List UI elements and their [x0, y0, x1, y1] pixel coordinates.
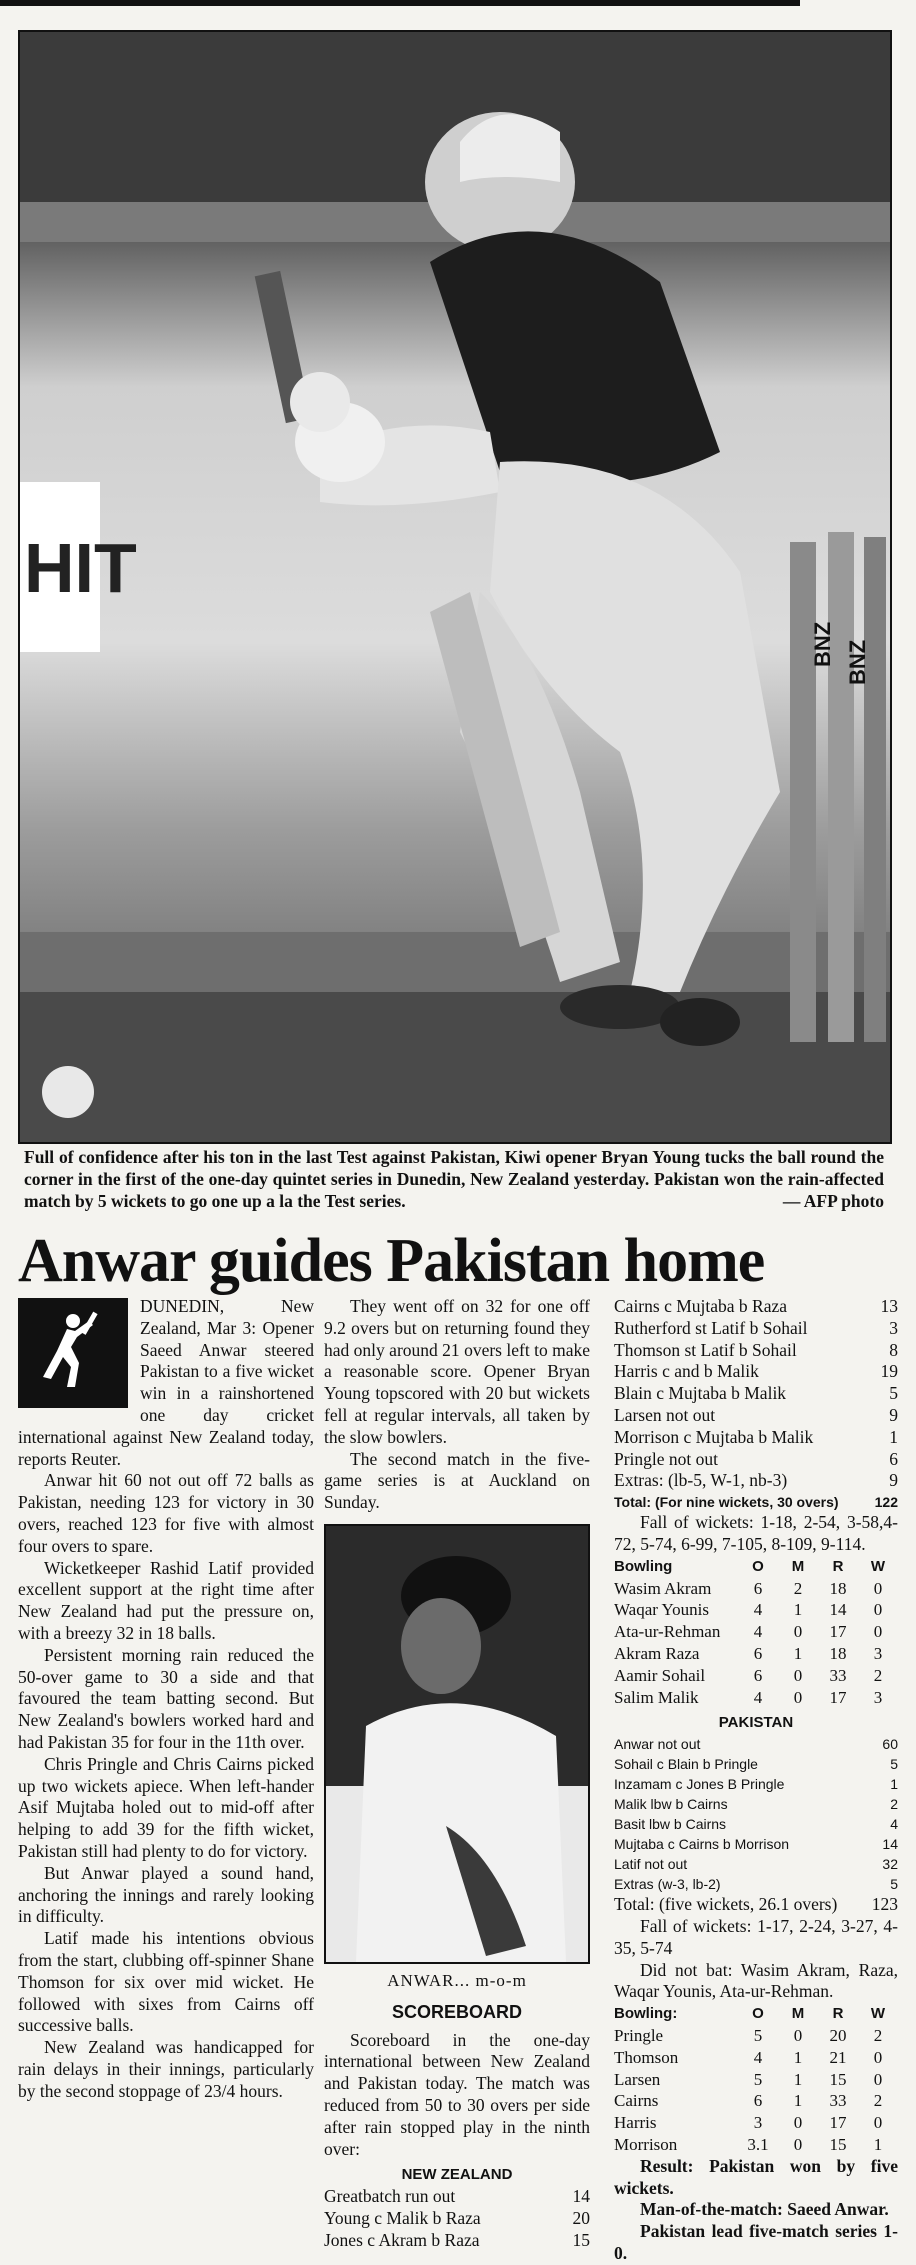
batting-row	[614, 1340, 898, 1362]
bowling-figure: 0	[873, 2069, 883, 2089]
bowling-figure: 15	[829, 2069, 847, 2089]
batter-runs: 1	[890, 1776, 898, 1793]
bowling-figure: 1	[793, 2091, 803, 2111]
bowling-figure: 0	[793, 2134, 803, 2154]
batting-row	[614, 1854, 898, 1874]
batter-runs: 14	[572, 2186, 590, 2207]
pak-total-label: Total: (five wickets, 26.1 overs)	[614, 1894, 838, 1915]
bowling-figure: 6	[753, 1578, 763, 1598]
batter-dismissal: Larsen not out	[614, 1404, 716, 1425]
batting-row	[614, 1754, 898, 1774]
bowling-row	[614, 1643, 898, 1665]
batter-runs: 6	[889, 1448, 898, 1469]
bowling-figure: 0	[793, 1622, 803, 1642]
bowling-figure: 1	[793, 1643, 803, 1663]
bowling-header-cell: Bowling	[614, 1557, 673, 1575]
article-paragraph: Anwar hit 60 not out off 72 balls as Pakistan, needing 123 for victory in 30 overs, reached 123 for five with almost four overs to spare.	[18, 1470, 314, 1556]
bowling-header-cell: W	[870, 2005, 886, 2023]
bowler-name: Thomson	[614, 2047, 679, 2067]
bowling-row	[614, 1599, 898, 1621]
article-column-2	[324, 1296, 590, 2252]
bowling-row	[614, 2025, 898, 2047]
series-status: Pakistan lead five-match series 1-0.	[614, 2221, 898, 2263]
pak-fall-of-wickets: Fall of wickets: 1-17, 2-24, 3-27, 4-35, 5-74	[614, 1915, 898, 1958]
batter-dismissal: Pringle not out	[614, 1448, 719, 1469]
batter-dismissal: Mujtaba c Cairns b Morrison	[614, 1836, 790, 1853]
batter-runs: 14	[882, 1836, 898, 1853]
batting-row	[324, 2186, 590, 2208]
bowling-figure: 0	[793, 2113, 803, 2133]
bowling-figure: 14	[829, 1600, 847, 1620]
cricket-logo-icon	[18, 1298, 128, 1408]
bowling-figure: 2	[873, 1665, 883, 1685]
batter-dismissal: Thomson st Latif b Sohail	[614, 1339, 797, 1360]
bowling-row	[614, 1621, 898, 1643]
bowling-figure: 3	[873, 1687, 883, 1707]
article-paragraph: They went off on 32 for one off 9.2 overs but on returning found they had only around 21 overs left to make a reasonable score. Opener Bryan Young topscored with 20 but wickets fell at regular intervals, all taken by the slow bowlers.	[324, 1296, 590, 1447]
batter-dismissal: Basit lbw b Cairns	[614, 1816, 727, 1833]
bowling-figure: 18	[829, 1643, 847, 1663]
batter-runs: 2	[890, 1796, 898, 1813]
batting-row	[614, 1449, 898, 1471]
bowling-figure: 4	[753, 1687, 763, 1707]
bowler-name: Harris	[614, 2113, 657, 2133]
batter-dismissal: Jones c Akram b Raza	[324, 2229, 480, 2250]
batting-row	[614, 1296, 898, 1318]
bowling-figure: 6	[753, 2091, 763, 2111]
nz-total-row	[614, 1492, 898, 1512]
article-paragraph: But Anwar played a sound hand, anchoring the innings and rarely looking in difficulty.	[18, 1862, 314, 1927]
batter-dismissal: Extras: (lb-5, W-1, nb-3)	[614, 1470, 788, 1491]
batter-runs: 15	[572, 2229, 590, 2250]
article-paragraph: Persistent morning rain reduced the 50-over game to 30 a side and that favoured the team batting second. But New Zealand's bowlers worked hard and had Pakistan 35 for four in the 11th over.	[18, 1644, 314, 1752]
nz-bowling-table	[614, 2003, 898, 2156]
bowler-name: Cairns	[614, 2091, 659, 2111]
batting-row	[614, 1774, 898, 1794]
batting-row	[614, 1794, 898, 1814]
bowling-figure: 0	[873, 1622, 883, 1642]
bowling-header-cell: W	[870, 1557, 886, 1575]
batting-row	[614, 1734, 898, 1754]
bowler-name: Akram Raza	[614, 1643, 700, 1663]
bowler-name: Ata-ur-Rehman	[614, 1622, 721, 1642]
batter-dismissal: Inzamam c Jones B Pringle	[614, 1776, 785, 1793]
bowling-figure: 5	[753, 2025, 763, 2045]
bowling-figure: 18	[829, 1578, 847, 1598]
batter-runs: 8	[889, 1339, 898, 1360]
batting-row	[614, 1383, 898, 1405]
bowling-figure: 17	[829, 1687, 847, 1707]
bowling-row	[614, 2112, 898, 2134]
page-rule	[0, 0, 800, 6]
bowling-figure: 6	[753, 1643, 763, 1663]
photo-illustration	[20, 32, 890, 1142]
batter-dismissal: Blain c Mujtaba b Malik	[614, 1383, 787, 1404]
batter-runs: 5	[889, 1383, 898, 1404]
stump-logo-1: BNZ	[810, 621, 835, 667]
board-text: HIT	[24, 529, 137, 607]
batting-row	[324, 2208, 590, 2230]
bowling-figure: 1	[873, 2134, 883, 2154]
bowler-name: Waqar Younis	[614, 1600, 709, 1620]
article-paragraph: Chris Pringle and Chris Cairns picked up two wickets apiece. When left-hander Asif Mujtaba holed out to mid-off after helping to add 39 for the fifth wicket, Pakistan still had plenty to do for victory.	[18, 1753, 314, 1861]
batter-dismissal: Anwar not out	[614, 1736, 701, 1753]
batter-dismissal: Rutherford st Latif b Sohail	[614, 1317, 808, 1338]
article-paragraph: New Zealand was handicapped for rain delays in their innings, particularly by the second stoppage of 23/4 hours.	[18, 2037, 314, 2101]
bowling-figure: 6	[753, 1665, 763, 1685]
batting-row	[324, 2230, 590, 2252]
article-column-1	[18, 1296, 314, 2102]
bowling-figure: 4	[753, 2047, 763, 2067]
batting-row	[614, 1834, 898, 1854]
bowling-figure: 33	[829, 2091, 847, 2111]
bowling-figure: 0	[873, 2113, 883, 2133]
batter-runs: 5	[890, 1756, 898, 1773]
match-result: Result: Pakistan won by five wickets.	[614, 2155, 898, 2198]
bowling-figure: 1	[793, 2069, 803, 2089]
bowling-figure: 2	[793, 1578, 803, 1598]
batter-dismissal: Malik lbw b Cairns	[614, 1796, 728, 1813]
nz-total: 122	[874, 1494, 898, 1511]
bowling-figure: 17	[829, 1622, 847, 1642]
batter-runs: 60	[882, 1736, 898, 1753]
bowling-figure: 21	[829, 2047, 847, 2067]
batter-dismissal: Extras (w-3, lb-2)	[614, 1876, 721, 1893]
bowling-figure: 0	[793, 1665, 803, 1685]
bowling-row	[614, 1687, 898, 1709]
scoreboard-intro: Scoreboard in the one-day international between New Zealand and Pakistan today. The match was reduced from 50 to 30 overs per side after rain stopped play in the ninth over:	[324, 2029, 590, 2159]
batter-dismissal: Greatbatch run out	[324, 2186, 456, 2207]
bowling-figure: 0	[793, 2025, 803, 2045]
bowling-row	[614, 1665, 898, 1687]
batter-dismissal: Latif not out	[614, 1856, 688, 1873]
bowling-figure: 1	[793, 1600, 803, 1620]
bowling-header-cell: R	[832, 1557, 844, 1575]
inset-caption: ANWAR... m-o-m	[387, 1970, 527, 1990]
nz-total-label: Total: (For nine wickets, 30 overs)	[614, 1494, 839, 1511]
man-of-the-match: Man-of-the-match: Saeed Anwar.	[640, 2199, 889, 2220]
bowler-name: Wasim Akram	[614, 1578, 712, 1598]
batter-runs: 9	[889, 1470, 898, 1491]
batter-dismissal: Sohail c Blain b Pringle	[614, 1756, 758, 1773]
bowler-name: Salim Malik	[614, 1687, 699, 1707]
batting-row	[614, 1470, 898, 1492]
batter-runs: 13	[880, 1296, 898, 1316]
bowling-figure: 33	[829, 1665, 847, 1685]
bowling-figure: 20	[829, 2025, 847, 2045]
bowling-figure: 0	[873, 1578, 883, 1598]
bowling-figure: 5	[753, 2069, 763, 2089]
bowler-name: Larsen	[614, 2069, 661, 2089]
bowling-figure: 4	[753, 1622, 763, 1642]
bowling-figure: 0	[793, 1687, 803, 1707]
nz-batting-list-part-2	[614, 1296, 898, 1492]
bowling-figure: 0	[873, 1600, 883, 1620]
bowling-figure: 3.1	[747, 2134, 769, 2154]
bowling-figure: 1	[793, 2047, 803, 2067]
batter-dismissal: Young c Malik b Raza	[324, 2207, 481, 2228]
batter-runs: 32	[882, 1856, 898, 1873]
bowling-row	[614, 2134, 898, 2156]
nz-batting-list-part-1	[324, 2186, 590, 2251]
bowling-figure: 0	[873, 2047, 883, 2067]
bowler-name: Aamir Sohail	[614, 1665, 706, 1685]
top-strip	[0, 0, 916, 18]
anwar-photo	[324, 1524, 590, 1964]
batting-row	[614, 1814, 898, 1834]
batter-dismissal: Harris c and b Malik	[614, 1361, 759, 1382]
batter-runs: 3	[889, 1317, 898, 1338]
batting-row	[614, 1361, 898, 1383]
batter-dismissal: Morrison c Mujtaba b Malik	[614, 1426, 814, 1447]
bowling-row	[614, 2047, 898, 2069]
headline: Anwar guides Pakistan home	[18, 1227, 765, 1295]
anwar-illustration	[326, 1526, 588, 1962]
pakistan-bowling-table	[614, 1556, 898, 1709]
stump-logo-2: BNZ	[845, 639, 870, 685]
batting-row	[614, 1427, 898, 1449]
bowler-name: Morrison	[614, 2134, 678, 2154]
batter-runs: 19	[880, 1361, 898, 1382]
bowling-figure: 17	[829, 2113, 847, 2133]
pakistan-batting-list	[614, 1734, 898, 1894]
photo-caption	[24, 1146, 884, 1212]
bowling-header-cell: R	[832, 2005, 844, 2023]
bowling-figure: 3	[753, 2113, 763, 2133]
bowling-header-cell: O	[752, 1557, 764, 1575]
batting-row	[614, 1405, 898, 1427]
main-photo	[18, 30, 892, 1144]
bowling-row	[614, 1578, 898, 1600]
pak-total-row	[614, 1894, 898, 1916]
bowling-row	[614, 2069, 898, 2091]
batter-runs: 5	[890, 1876, 898, 1893]
bowling-figure: 3	[873, 1643, 883, 1663]
batter-runs: 4	[890, 1816, 898, 1833]
bowling-header-cell: O	[752, 2005, 764, 2023]
photo-credit: — AFP photo	[782, 1191, 884, 1211]
batter-runs: 9	[889, 1404, 898, 1425]
pakistan-title: PAKISTAN	[718, 1714, 794, 1732]
article-paragraph: DUNEDIN, New Zealand, Mar 3: Opener Saeed Anwar steered Pakistan to a five wicket win in a rainshortened one day cricket international against New Zealand today, reports Reuter.	[18, 1296, 314, 1469]
article-paragraph: Latif made his intentions obvious from the start, clubbing off-spinner Shane Thomson for six over mid wicket. He followed with sixes from Cairns off successive balls.	[18, 1928, 314, 2036]
bowling-header-cell: M	[791, 1557, 805, 1575]
article-paragraph: Wicketkeeper Rashid Latif provided excellent support at the right time after New Zealand had put the pressure on, with a breezy 32 in 18 balls.	[18, 1557, 314, 1643]
bowling-figure: 2	[873, 2091, 883, 2111]
batter-runs: 1	[889, 1426, 898, 1447]
did-not-bat: Did not bat: Wasim Akram, Raza, Waqar Younis, Ata-ur-Rehman.	[614, 1959, 898, 2002]
scoreboard-title: SCOREBOARD	[391, 2001, 522, 2022]
bowling-figure: 2	[873, 2025, 883, 2045]
bowling-figure: 4	[753, 1600, 763, 1620]
bowling-header-cell: M	[791, 2005, 805, 2023]
batting-row	[614, 1874, 898, 1894]
batter-runs: 20	[572, 2207, 590, 2228]
bowling-figure: 15	[829, 2134, 847, 2154]
caption-text: Full of confidence after his ton in the last Test against Pakistan, Kiwi opener Bryan Young tucks the ball round the corner in the first of the one-day quintet series in Dunedin, New Zealand yesterday. Pakistan won the rain-affected match by 5 wickets to go one up a la the Test series.	[24, 1147, 884, 1211]
nz-fall-of-wickets: Fall of wickets: 1-18, 2-54, 3-58,4-72, 5-74, 6-99, 7-105, 8-109, 9-114.	[614, 1512, 898, 1554]
bowling-row	[614, 2090, 898, 2112]
batting-row	[614, 1318, 898, 1340]
article-paragraph: The second match in the five-game series is at Auckland on Sunday.	[324, 1448, 590, 1513]
pak-total: 123	[871, 1894, 898, 1915]
nz-title: NEW ZEALAND	[401, 2166, 513, 2184]
batter-dismissal: Cairns c Mujtaba b Raza	[614, 1296, 788, 1316]
bowling-header-cell: Bowling:	[614, 2005, 678, 2023]
scoreboard-column	[614, 1296, 898, 2265]
bowler-name: Pringle	[614, 2025, 664, 2045]
